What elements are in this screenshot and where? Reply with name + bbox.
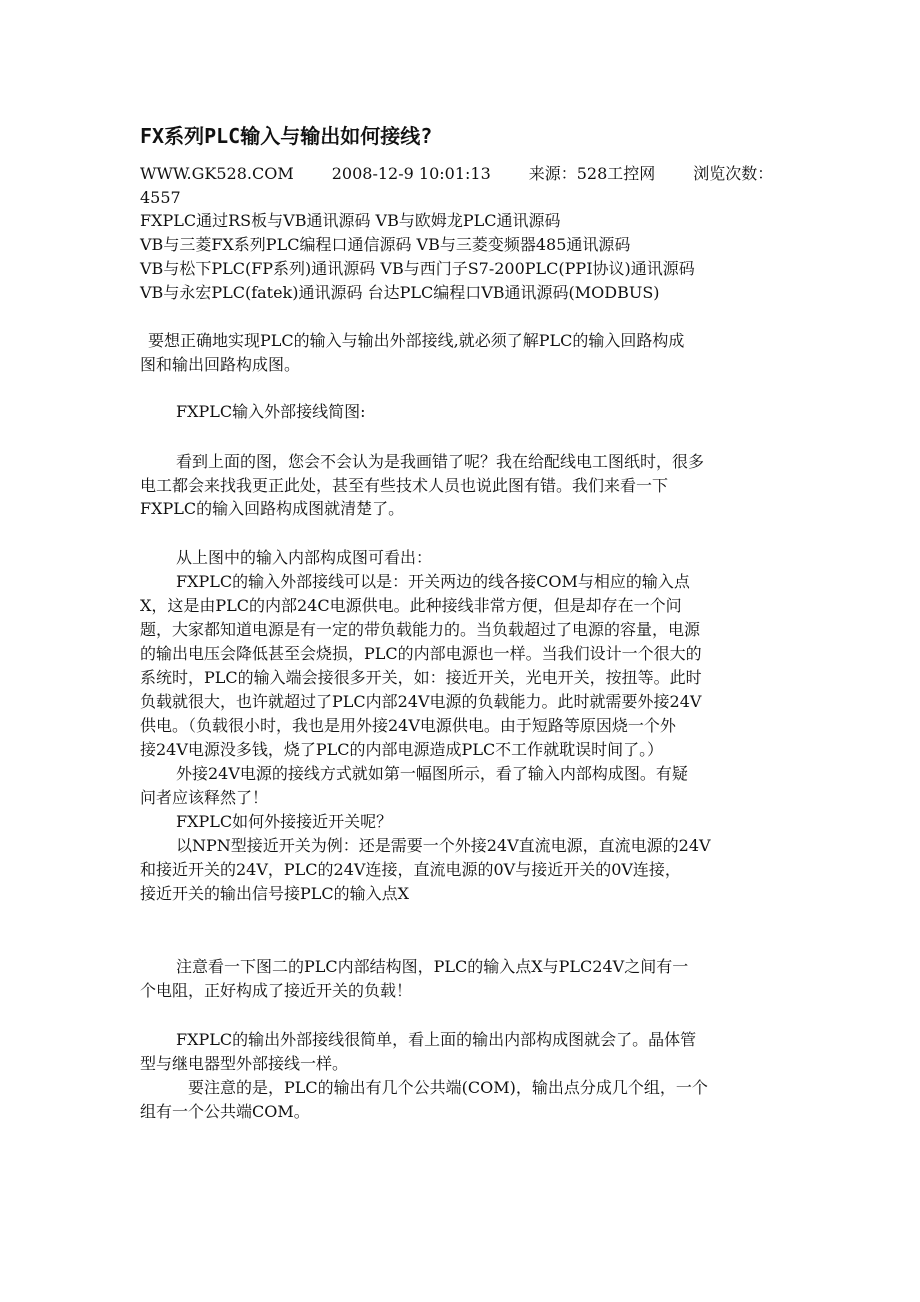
paragraph-body-line-7: 供电。（负载很小时，我也是用外接24V电源供电。由于短路等原因烧一个外 [140,716,676,735]
paragraph-note-line-1: 注意看一下图二的PLC内部结构图，PLC的输入点X与PLC24V之间有一 [176,957,689,976]
paragraph-body-line-8: 接24V电源没多钱，烧了PLC的内部电源造成PLC不工作就耽误时间了。） [140,740,664,759]
paragraph-how-question: FXPLC如何外接接近开关呢？ [176,812,393,831]
paragraph-output-line-1: FXPLC的输出外部接线很简单，看上面的输出内部构成图就会了。晶体管 [176,1030,697,1049]
meta-source: 来源：528工控网 [528,164,656,183]
paragraph-see-line-2: 电工都会来找我更正此处，甚至有些技术人员也说此图有错。我们来看一下 [140,476,669,495]
meta-datetime: 2008-12-9 10:01:13 [331,164,491,183]
related-link-1[interactable]: FXPLC通过RS板与VB通讯源码 VB与欧姆龙PLC通讯源码 [140,211,561,230]
article-meta [140,162,800,185]
paragraph-see-line-3: FXPLC的输入回路构成图就清楚了。 [140,499,405,518]
paragraph-see-line-1: 看到上面的图，您会不会认为是我画错了呢？我在给配线电工图纸时，很多 [176,452,705,471]
paragraph-output-line-2: 型与继电器型外部接线一样。 [140,1054,349,1073]
meta-views-label: 浏览次数： [693,164,774,183]
paragraph-external-line-2: 问者应该释然了！ [140,788,269,807]
paragraph-com-line-2: 组有一个公共端COM。 [140,1102,310,1121]
paragraph-body-line-1: FXPLC的输入外部接线可以是：开关两边的线各接COM与相应的输入点 [176,572,690,591]
paragraph-body-line-6: 负载就很大，也许就超过了PLC内部24V电源的负载能力。此时就需要外接24V [140,692,702,711]
paragraph-body-line-4: 的输出电压会降低甚至会烧损，PLC的内部电源也一样。当我们设计一个很大的 [140,644,702,663]
paragraph-body-line-5: 系统时，PLC的输入端会接很多开关，如：接近开关，光电开关，按扭等。此时 [140,668,702,687]
meta-site: WWW.GK528.COM [140,164,294,183]
paragraph-body-line-3: 题，大家都知道电源是有一定的带负载能力的。当负载超过了电源的容量，电源 [140,620,701,639]
paragraph-com-line-1: 要注意的是，PLC的输出有几个公共端(COM)，输出点分成几个组，一个 [188,1078,708,1097]
paragraph-intro-line-2: 图和输出回路构成图。 [140,355,301,374]
paragraph-body-line-2: X，这是由PLC的内部24C电源供电。此种接线非常方便，但是却存在一个问 [140,596,682,615]
paragraph-external-line-1: 外接24V电源的接线方式就如第一幅图所示，看了输入内部构成图。有疑 [176,764,688,783]
paragraph-note-line-2: 个电阻，正好构成了接近开关的负载！ [140,981,413,1000]
paragraph-npn-line-2: 和接近开关的24V，PLC的24V连接，直流电源的0V与接近开关的0V连接， [140,860,681,879]
figure-label-input-wiring: FXPLC输入外部接线简图: [176,402,366,421]
paragraph-npn-line-3: 接近开关的输出信号接PLC的输入点X [140,884,410,903]
paragraph-intro-line-1: 要想正确地实现PLC的输入与输出外部接线,就必须了解PLC的输入回路构成 [148,331,685,350]
related-link-2[interactable]: VB与三菱FX系列PLC编程口通信源码 VB与三菱变频器485通讯源码 [140,235,631,254]
related-link-3[interactable]: VB与松下PLC(FP系列)通讯源码 VB与西门子S7-200PLC(PPI协议)通讯源码 [140,259,695,278]
meta-views-value: 4557 [140,188,181,207]
related-link-4[interactable]: VB与永宏PLC(fatek)通讯源码 台达PLC编程口VB通讯源码(MODBUS) [140,283,660,302]
paragraph-from-line: 从上图中的输入内部构成图可看出： [176,548,433,567]
paragraph-npn-line-1: 以NPN型接近开关为例：还是需要一个外接24V直流电源，直流电源的24V [176,836,711,855]
page-title: FX系列PLC输入与输出如何接线? [140,124,433,148]
